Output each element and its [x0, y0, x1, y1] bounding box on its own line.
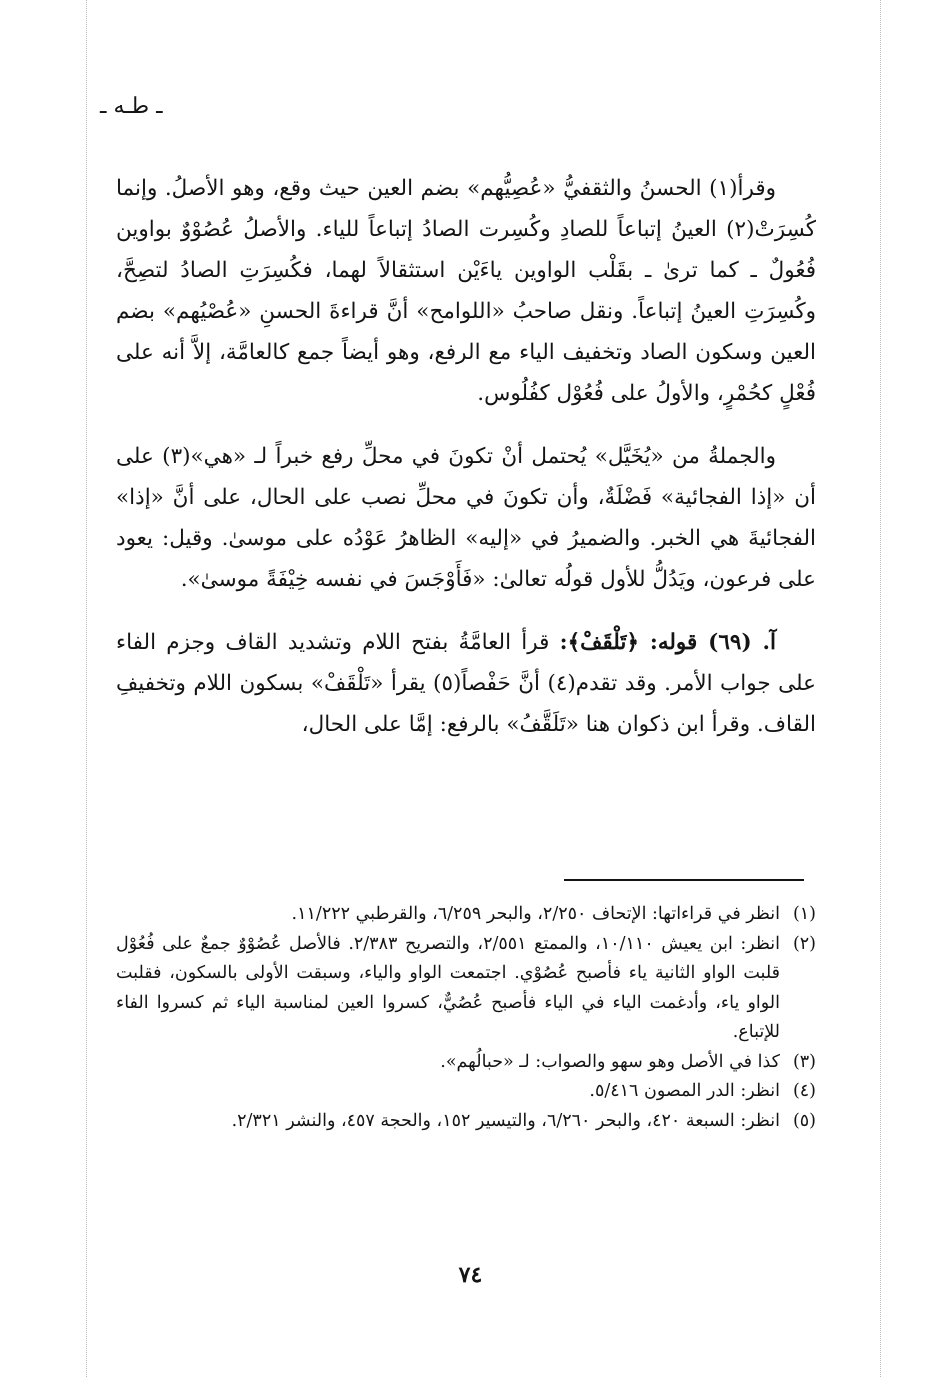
footnote-5: [116, 1107, 816, 1137]
footnote-2: [116, 930, 816, 1048]
footnote-number: (٥): [792, 1110, 816, 1131]
footnote-text: انظر: ابن يعيش ١٠/١١٠، والممتع ٢/٥٥١، والتصريح ٢/٣٨٣. فالأصل عُصُوْوٌ جمعٌ على فُعُوْل قلبت الواو الثانية ياء فأصبح عُصُوْي. اجتمعت الواو والياء، وسبقت الأولى بالسكون، فقلبت الواو ياء، وأدغمت الياء في الياء فأصبح عُصُيٌّ، كسروا العين لمناسبة الياء ثم كسروا الفاء للإتباع.: [116, 933, 781, 1042]
verse-commentary: قرأ العامَّةُ بفتح اللام وتشديد القاف وجزم الفاء على جواب الأمر. وقد تقدم(٤) أنَّ حَفْصاً(٥) يقرأ «تَلْقَفْ» بسكون اللام وتخفيفِ القاف. وقرأ ابن ذكوان هنا «تَلَقَّفُ» بالرفع: إمَّا على الحال،: [116, 630, 816, 737]
footnote-number: (٤): [792, 1081, 816, 1101]
page-number: ٧٤: [458, 1262, 483, 1288]
paragraph-2: والجملةُ من «يُخَيَّل» يُحتمل أنْ تكونَ في محلِّ رفع خبراً لـ «هي»(٣) على أن «إذا الفجائية» فَضْلَةٌ، وأن تكونَ في محلِّ نصب على الحال، على أنَّ «إذا» الفجائيةَ هي الخبر. والضميرُ في «إليه» الظاهرُ عَوْدُه على موسىٰ. وقيل: يعود على فرعون، ويَدُلُّ للأول قولُه تعالىٰ: «فَأَوْجَسَ في نفسه خِيْفَةً موسىٰ».: [116, 444, 816, 592]
footnote-number: (١): [792, 904, 816, 924]
footnote-number: (٣): [792, 1051, 816, 1072]
verse-paragraph: [116, 622, 816, 745]
right-margin-guide: [880, 0, 881, 1377]
left-margin-guide: [86, 0, 87, 1377]
footnote-divider: [564, 879, 804, 881]
footnote-text: كذا في الأصل وهو سهو والصواب: لـ «حبالُهم».: [440, 1051, 780, 1072]
footnote-number: (٢): [792, 933, 816, 954]
paragraph-1: وقرأ(١) الحسنُ والثقفيُّ «عُصِيُّهم» بضم العين حيث وقع، وهو الأصلُ. وإنما كُسِرَتْ(٢) العينُ إتباعاً للصادِ وكُسِرت الصادُ إتباعاً للياء. والأصلُ عُصُوْوٌ بواوين فُعُولٌ ـ كما ترىٰ ـ بقَلْب الواوين ياءَيْن استثقالاً لهما، فكُسِرَتِ الصادُ لتصِحَّ، وكُسِرَتِ العينُ إتباعاً. ونقل صاحبُ «اللوامح» أنَّ قراءةَ الحسنِ «عُصْيُهم» بضم العين وسكون الصاد وتخفيف الياء مع الرفع، وهو أيضاً جمع كالعامَّة، إلاَّ أنه على فُعْلٍ كحُمْرٍ، والأولُ على فُعُوْل كفُلُوس.: [116, 176, 816, 406]
footnote-3: [116, 1048, 816, 1078]
footnote-text: انظر: السبعة ٤٢٠، والبحر ٦/٢٦٠، والتيسير ١٥٢، والحجة ٤٥٧، والنشر ٢/٣٢١.: [231, 1110, 780, 1131]
footnote-1: [116, 900, 816, 930]
footnote-4: [116, 1077, 816, 1107]
verse-reference: آ. (٦٩) قوله: ﴿تَلْقَفْ﴾:: [559, 630, 776, 655]
footnote-text: انظر: الدر المصون ٥/٤١٦.: [589, 1081, 780, 1101]
footnote-text: انظر في قراءاتها: الإتحاف ٢/٢٥٠، والبحر ٦/٢٥٩، والقرطبي ١١/٢٢٢.: [291, 904, 780, 924]
main-text: [116, 168, 816, 745]
footnotes: [116, 900, 816, 1136]
running-header: ـ طـه ـ: [100, 94, 163, 119]
